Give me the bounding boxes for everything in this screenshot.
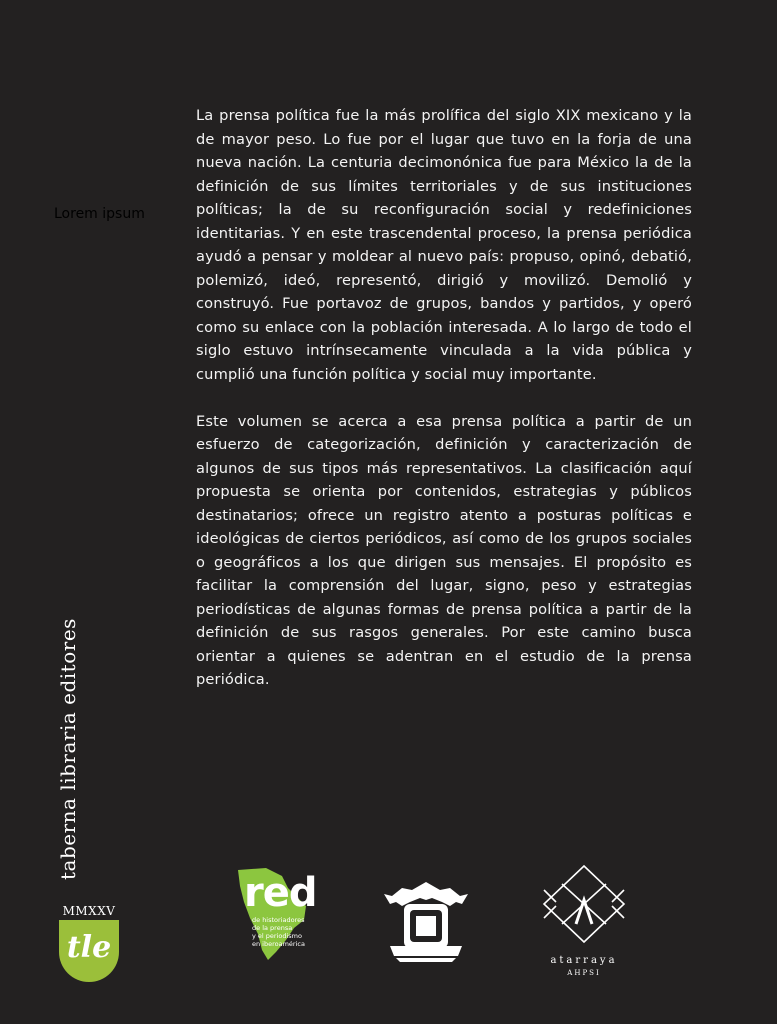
publisher-year: MMXXV xyxy=(62,904,116,918)
spine-placeholder-text: Lorem ipsum xyxy=(54,206,145,222)
publisher-logo-text: tle xyxy=(66,930,112,965)
publisher-name-vertical: taberna libraria editores xyxy=(56,618,80,880)
red-historiadores-logo xyxy=(236,866,326,962)
atarraya-logo xyxy=(536,860,632,980)
publisher-shield-icon xyxy=(59,920,119,982)
atarraya-subtitle: AHPSI xyxy=(567,969,601,977)
red-logo-word: red xyxy=(244,870,317,916)
paragraph-1: La prensa política fue la más prolífica del siglo XIX mexicano y la de mayor peso. Lo fue por el lugar que tuvo en la forja de una nueva nación. La centuria decimonónica fue para México la de la definición de sus límites territoriales y de sus instituciones políticas; la de su reconfiguración social y redefiniciones identitarias. Y en este trascendental proceso, la prensa periódica ayudó a pensar y moldear al nuevo país: propuso, opinó, debatió, polemizó, ideó, representó, dirigió y movilizó. Demolió y construyó. Fue portavoz de grupos, bandos y partidos, y operó como su enlace con la población interesada. A lo largo de todo el siglo estuvo intrínsecamente vinculada a la vida pública y cumplió una función política y social muy importante. xyxy=(196,107,692,383)
back-cover-text xyxy=(196,104,692,715)
paragraph-2: Este volumen se acerca a esa prensa política a partir de un esfuerzo de categorización, definición y caracterización de algunos de sus tipos más representativos. La clasificación aquí propuesta se orienta por contenidos, estrategias y públicos destinatarios; ofrece un registro atento a posturas políticas e ideológicas de ciertos periódicos, así como de los grupos sociales o geográficos a los que dirigen sus mensajes. El propósito es facilitar la comprensión del lugar, signo, peso y estrategias periodísticas de algunas formas de prensa política a partir de la definición de sus rasgos generales. Por este camino busca orientar a quienes se adentran en el estudio de la prensa periódica. xyxy=(196,412,692,688)
publisher-logo xyxy=(56,904,122,982)
atarraya-name: atarraya xyxy=(550,955,618,966)
atarraya-net-icon xyxy=(536,860,632,952)
university-seal-icon xyxy=(380,880,472,964)
university-seal xyxy=(380,880,472,964)
red-logo-subtitle: de historiadores de la prensa y el periodismo en iberoamérica xyxy=(252,916,305,948)
